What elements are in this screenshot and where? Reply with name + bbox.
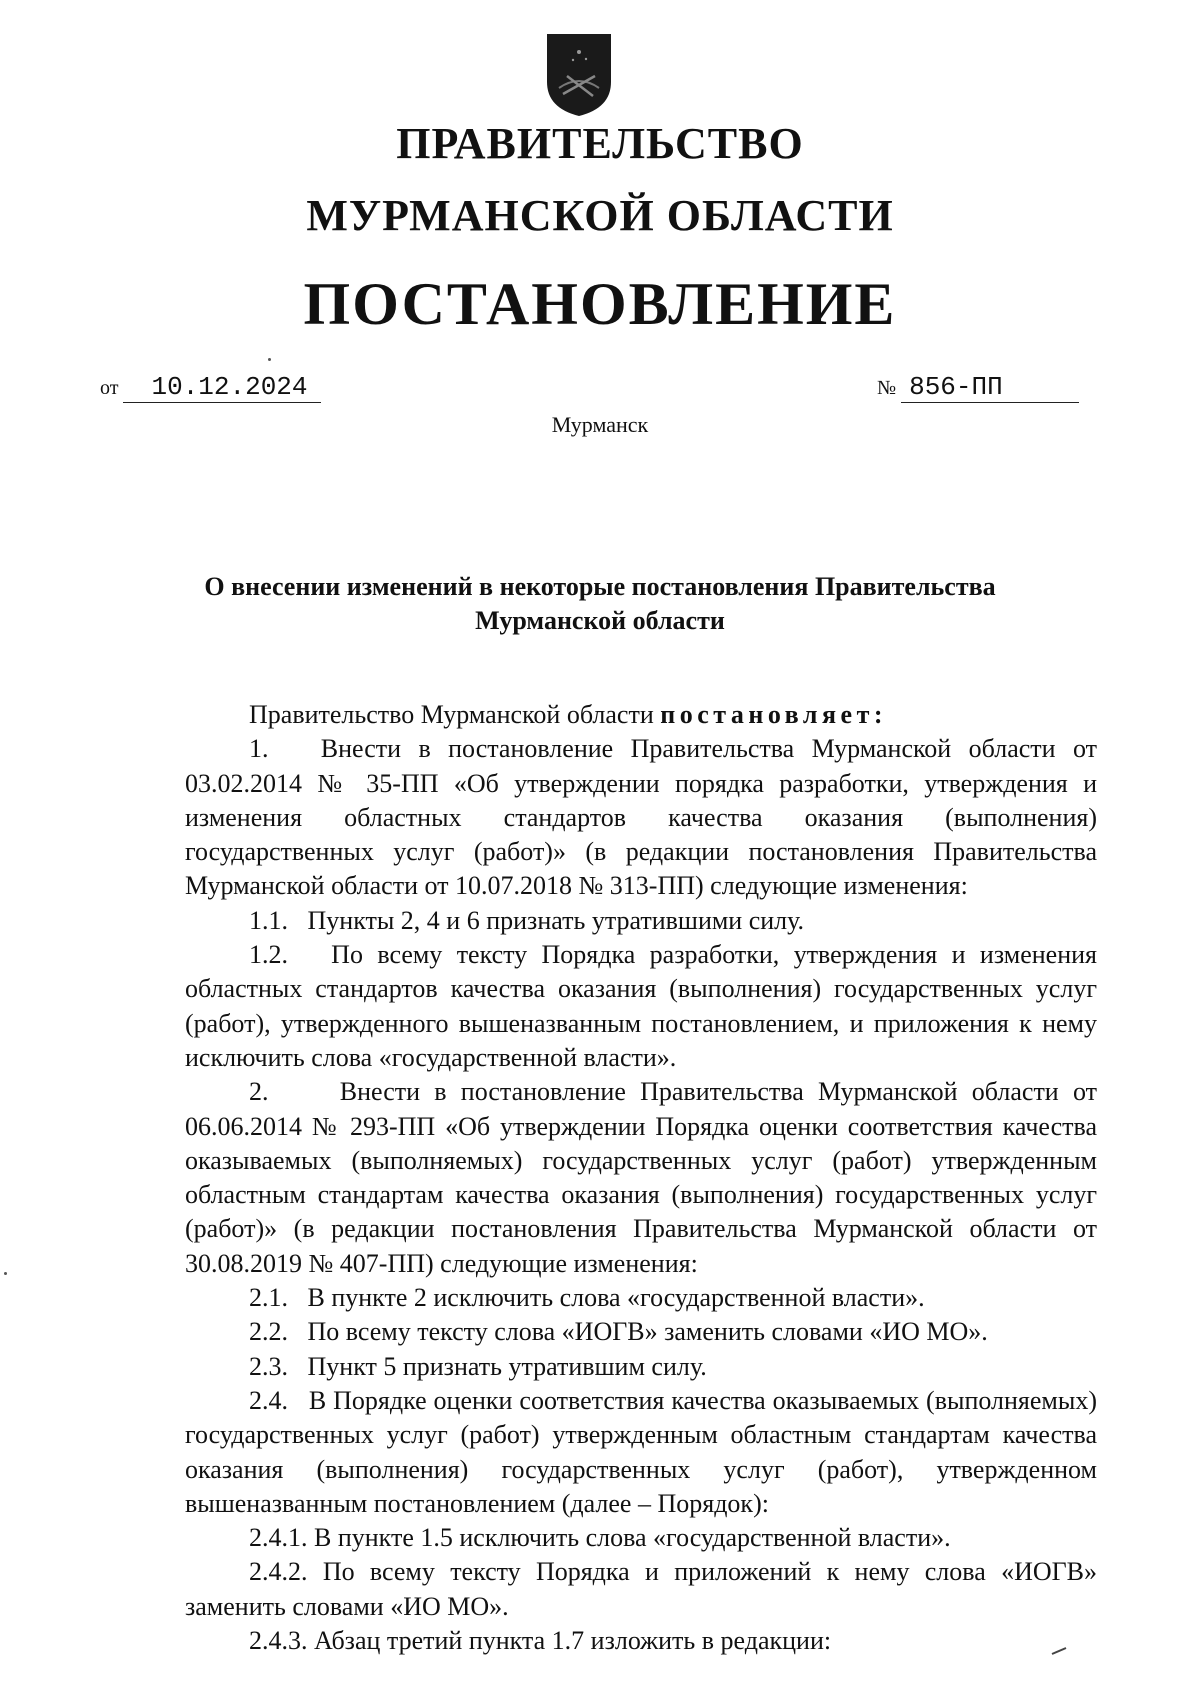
org-title-line1: ПРАВИТЕЛЬСТВО — [396, 119, 804, 168]
city-name: Мурманск — [551, 412, 649, 437]
date-prefix: от — [100, 377, 119, 399]
paragraph-2-4-3: 2.4.3. Абзац третий пункта 1.7 изложить в редакции: — [249, 1626, 832, 1656]
scan-speck — [268, 358, 271, 361]
org-title-line2: МУРМАНСКОЙ ОБЛАСТИ — [306, 191, 894, 240]
number-prefix: № — [877, 377, 897, 399]
intro-keyword: постановляет: — [660, 700, 887, 729]
number-field — [877, 372, 1079, 403]
coat-of-arms-emblem — [543, 30, 615, 118]
document-subject: О внесении изменений в некоторые постановления Правительства Мурманской области — [204, 572, 996, 635]
paragraph-2-2: 2.2. По всему тексту слова «ИОГВ» заменить словами «ИО МО». — [249, 1317, 988, 1347]
intro-text: Правительство Мурманской области — [249, 700, 661, 729]
intro-paragraph — [185, 698, 1097, 732]
paragraph-1: 1. Внести в постановление Правительства Мурманской области от 03.02.2014 № 35-ПП «Об утверждении порядка разработки, утверждения и изменения областных стандартов качества оказания (выполнения) государственных услуг (работ)» (в редакции постановления Правительства Мурманской области от 10.07.2018 № 313-ПП) следующие изменения: — [185, 734, 1097, 901]
document-date: 10.12.2024 — [123, 372, 321, 403]
scan-speck — [4, 1272, 7, 1275]
scan-mark — [1050, 1645, 1070, 1657]
document-body — [185, 698, 1097, 1658]
paragraph-2: 2. Внести в постановление Правительства Мурманской области от 06.06.2014 № 293-ПП «Об утверждении Порядка оценки соответствия качества оказываемых (выполняемых) государственных услуг (работ) утвержденным областным стандартам качества оказания (выполнения) государственных услуг (работ)» (в редакции постановления Правительства Мурманской области от 30.08.2019 № 407-ПП) следующие изменения: — [185, 1077, 1097, 1278]
document-number: 856-ПП — [901, 372, 1079, 403]
paragraph-2-1: 2.1. В пункте 2 исключить слова «государственной власти». — [249, 1283, 925, 1313]
paragraph-2-4-1: 2.4.1. В пункте 1.5 исключить слова «государственной власти». — [249, 1523, 951, 1553]
date-field — [100, 372, 321, 403]
paragraph-2-3: 2.3. Пункт 5 признать утратившим силу. — [249, 1351, 707, 1381]
paragraph-1-1: 1.1. Пункты 2, 4 и 6 признать утратившими силу. — [249, 905, 805, 935]
paragraph-2-4: 2.4. В Порядке оценки соответствия качества оказываемых (выполняемых) государственных услуг (работ) утвержденным областным стандартам качества оказания (выполнения) государственных услуг (работ), утвержденном вышеназванным постановлением (далее – Порядок): — [185, 1385, 1097, 1518]
document-type-title: ПОСТАНОВЛЕНИЕ — [303, 271, 897, 337]
paragraph-2-4-2: 2.4.2. По всему тексту Порядка и приложений к нему слова «ИОГВ» заменить словами «ИО МО». — [185, 1557, 1097, 1621]
paragraph-1-2: 1.2. По всему тексту Порядка разработки, утверждения и изменения областных стандартов качества оказания (выполнения) государственных услуг (работ), утвержденного вышеназванным постановлением, и приложения к нему исключить слова «государственной власти». — [185, 940, 1097, 1072]
